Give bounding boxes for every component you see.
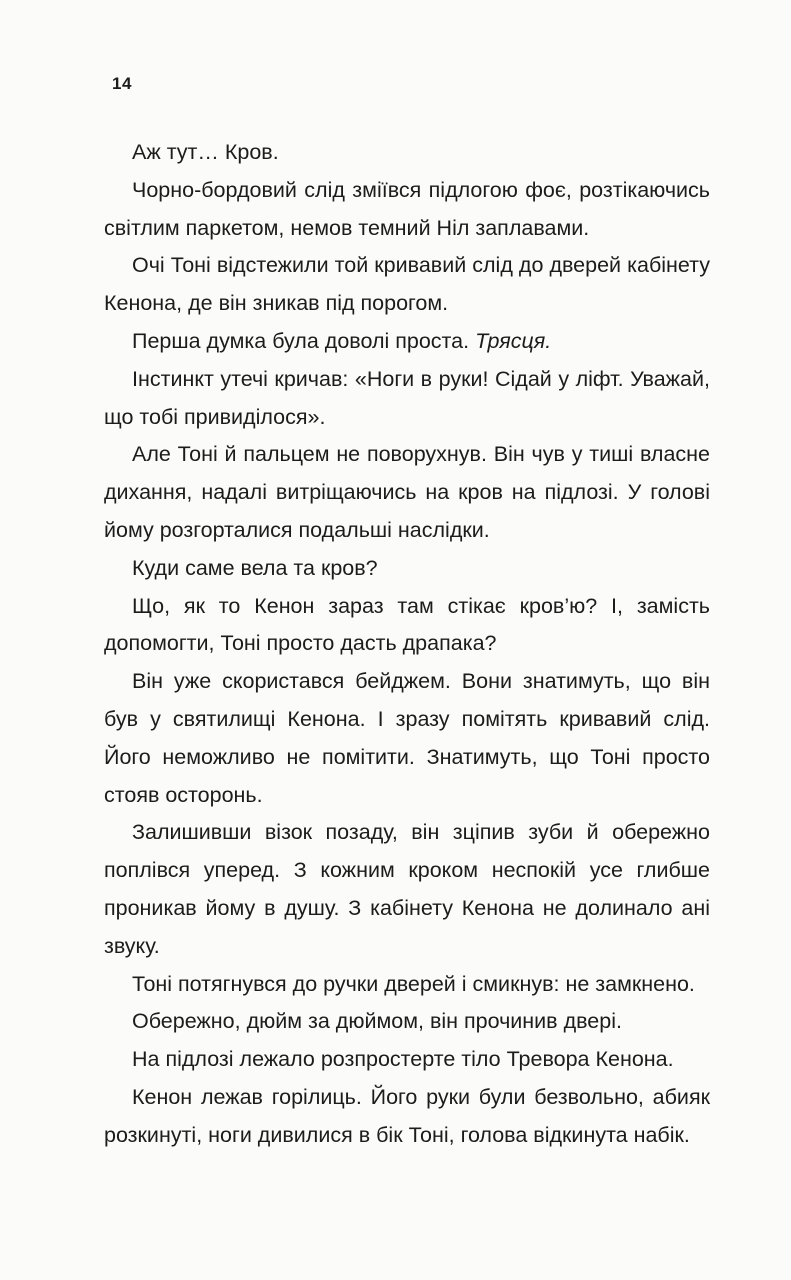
paragraph: Очі Тоні відстежили той кривавий слід до дверей кабінету Кенона, де він зникав під порогом. — [104, 253, 710, 316]
page-number: 14 — [112, 74, 132, 93]
paragraph — [104, 323, 710, 361]
paragraph: На підлозі лежало розпростерте тіло Тревора Кенона. — [132, 1047, 674, 1072]
paragraph: Кенон лежав горілиць. Його руки були безвольно, абияк розкинуті, ноги дивилися в бік Тоні, голова відкинута набік. — [104, 1084, 710, 1147]
paragraph: Обережно, дюйм за дюймом, він прочинив двері. — [132, 1009, 622, 1034]
paragraph: Чорно-бордовий слід зміївся підлогою фоє, розтікаючись світлим паркетом, немов темний Ніл заплавами. — [104, 177, 710, 240]
paragraph: Інстинкт утечі кричав: «Ноги в руки! Сідай у ліфт. Уважай, що тобі привиділося». — [104, 366, 710, 429]
body-text — [104, 134, 710, 1155]
paragraph: Аж тут… Кров. — [132, 140, 279, 164]
paragraph: Тоні потягнувся до ручки дверей і смикнув: не замкнено. — [132, 971, 695, 996]
paragraph: Куди саме вела та кров? — [132, 555, 378, 580]
paragraph-text: Перша думка була доволі проста. — [132, 328, 470, 353]
paragraph: Залишивши візок позаду, він зціпив зуби й обережно поплівся уперед. З кожним кроком неспокій усе глибше проникав йому в душу. З кабінету Кенона не долинало ані звуку. — [104, 820, 710, 958]
emphasized-text: Трясця. — [475, 328, 552, 353]
paragraph: Він уже скористався бейджем. Вони знатимуть, що він був у святилищі Кенона. І зразу помітять кривавий слід. Його неможливо не помітити. Знатимуть, що Тоні просто стояв осторонь. — [104, 669, 710, 807]
paragraph: Але Тоні й пальцем не поворухнув. Він чув у тиші власне дихання, надалі витріщаючись на кров на підлозі. У голові йому розгорталися подальші наслідки. — [104, 442, 710, 542]
paragraph: Що, як то Кенон зараз там стікає кров’ю? І, замість допомогти, Тоні просто дасть драпака? — [104, 593, 710, 656]
